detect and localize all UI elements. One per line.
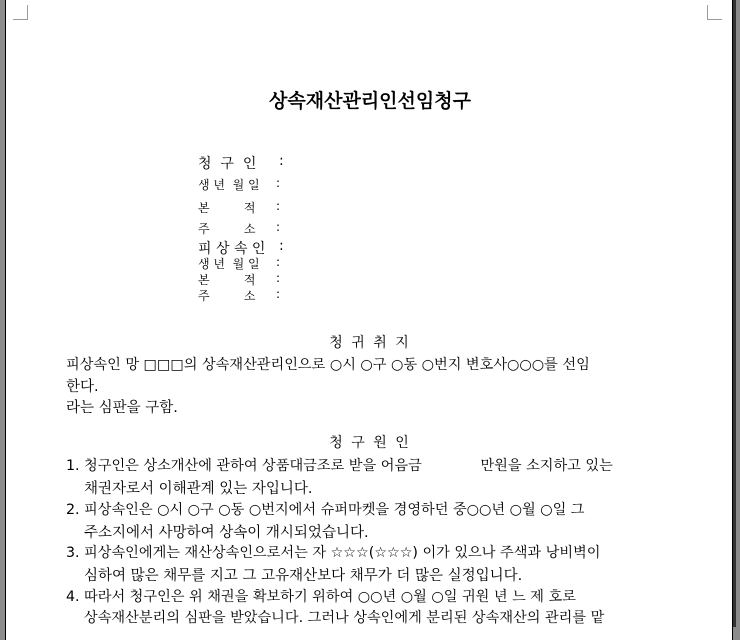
cause-item-line: 3. 피상속인에게는 재산상속인으로서는 자 ☆☆☆(☆☆☆) 이가 있으나 주색과 낭비벽이: [66, 545, 601, 561]
cause-item-line: 4. 따라서 청구인은 위 채권을 확보하기 위하여 ○○년 ○월 ○일 귀원 년 느 제 호로: [66, 589, 576, 605]
colon: :: [276, 220, 281, 234]
cause-item-line: 채권자로서 이해관계 있는 자입니다.: [84, 481, 313, 497]
cause-item-line: 주소지에서 사망하여 상속이 개시되었습니다.: [84, 525, 369, 541]
deceased-birth-label: 생 년 월 일: [198, 257, 260, 271]
colon: :: [276, 255, 281, 269]
deceased-label: 피 상 속 인: [198, 241, 266, 257]
cause-item-line: 심하여 많은 채무를 지고 그 고유재산보다 채무가 더 많은 실정입니다.: [84, 568, 523, 584]
purpose-line: 라는 심판을 구함.: [66, 400, 178, 416]
colon: :: [279, 238, 284, 254]
claimant-birth-label: 생 년 월 일: [198, 178, 260, 192]
purpose-line: 한다.: [66, 379, 99, 395]
cause-item-line: 상속재산분리의 심판을 받았습니다. 그러나 상속인에게 분리된 상속재산의 관리를 맡: [84, 610, 605, 626]
document-title: 상속재산관리인선임청구: [269, 90, 471, 112]
cause-item-line: 1. 청구인은 상소개산에 관하여 상품대금조로 받을 어음금 만원을 소지하고 있는: [66, 458, 613, 474]
cause-item-line: 2. 피상속인은 ○시 ○구 ○동 ○번지에서 슈퍼마켓을 경영하던 중○○년 ○월 ○일 그: [66, 502, 585, 518]
colon: :: [276, 287, 281, 301]
claimant-label: 청 구 인: [198, 156, 257, 172]
margin-corner-mark: [13, 5, 28, 20]
colon: :: [276, 199, 281, 213]
deceased-address-label: 주 소: [198, 289, 256, 303]
deceased-domicile-label: 본 적: [198, 273, 256, 287]
colon: :: [279, 153, 284, 169]
margin-corner-mark: [707, 5, 722, 20]
purpose-heading: 청 귀 취 지: [329, 335, 411, 351]
colon: :: [276, 271, 281, 285]
purpose-line: 피상속인 망 □□□의 상속재산관리인으로 ○시 ○구 ○동 ○번지 변호사○○○를 선임: [66, 357, 590, 373]
colon: :: [276, 176, 281, 190]
claimant-address-label: 주 소: [198, 222, 256, 236]
cause-heading: 청 구 원 인: [329, 435, 411, 451]
claimant-domicile-label: 본 적: [198, 201, 256, 215]
